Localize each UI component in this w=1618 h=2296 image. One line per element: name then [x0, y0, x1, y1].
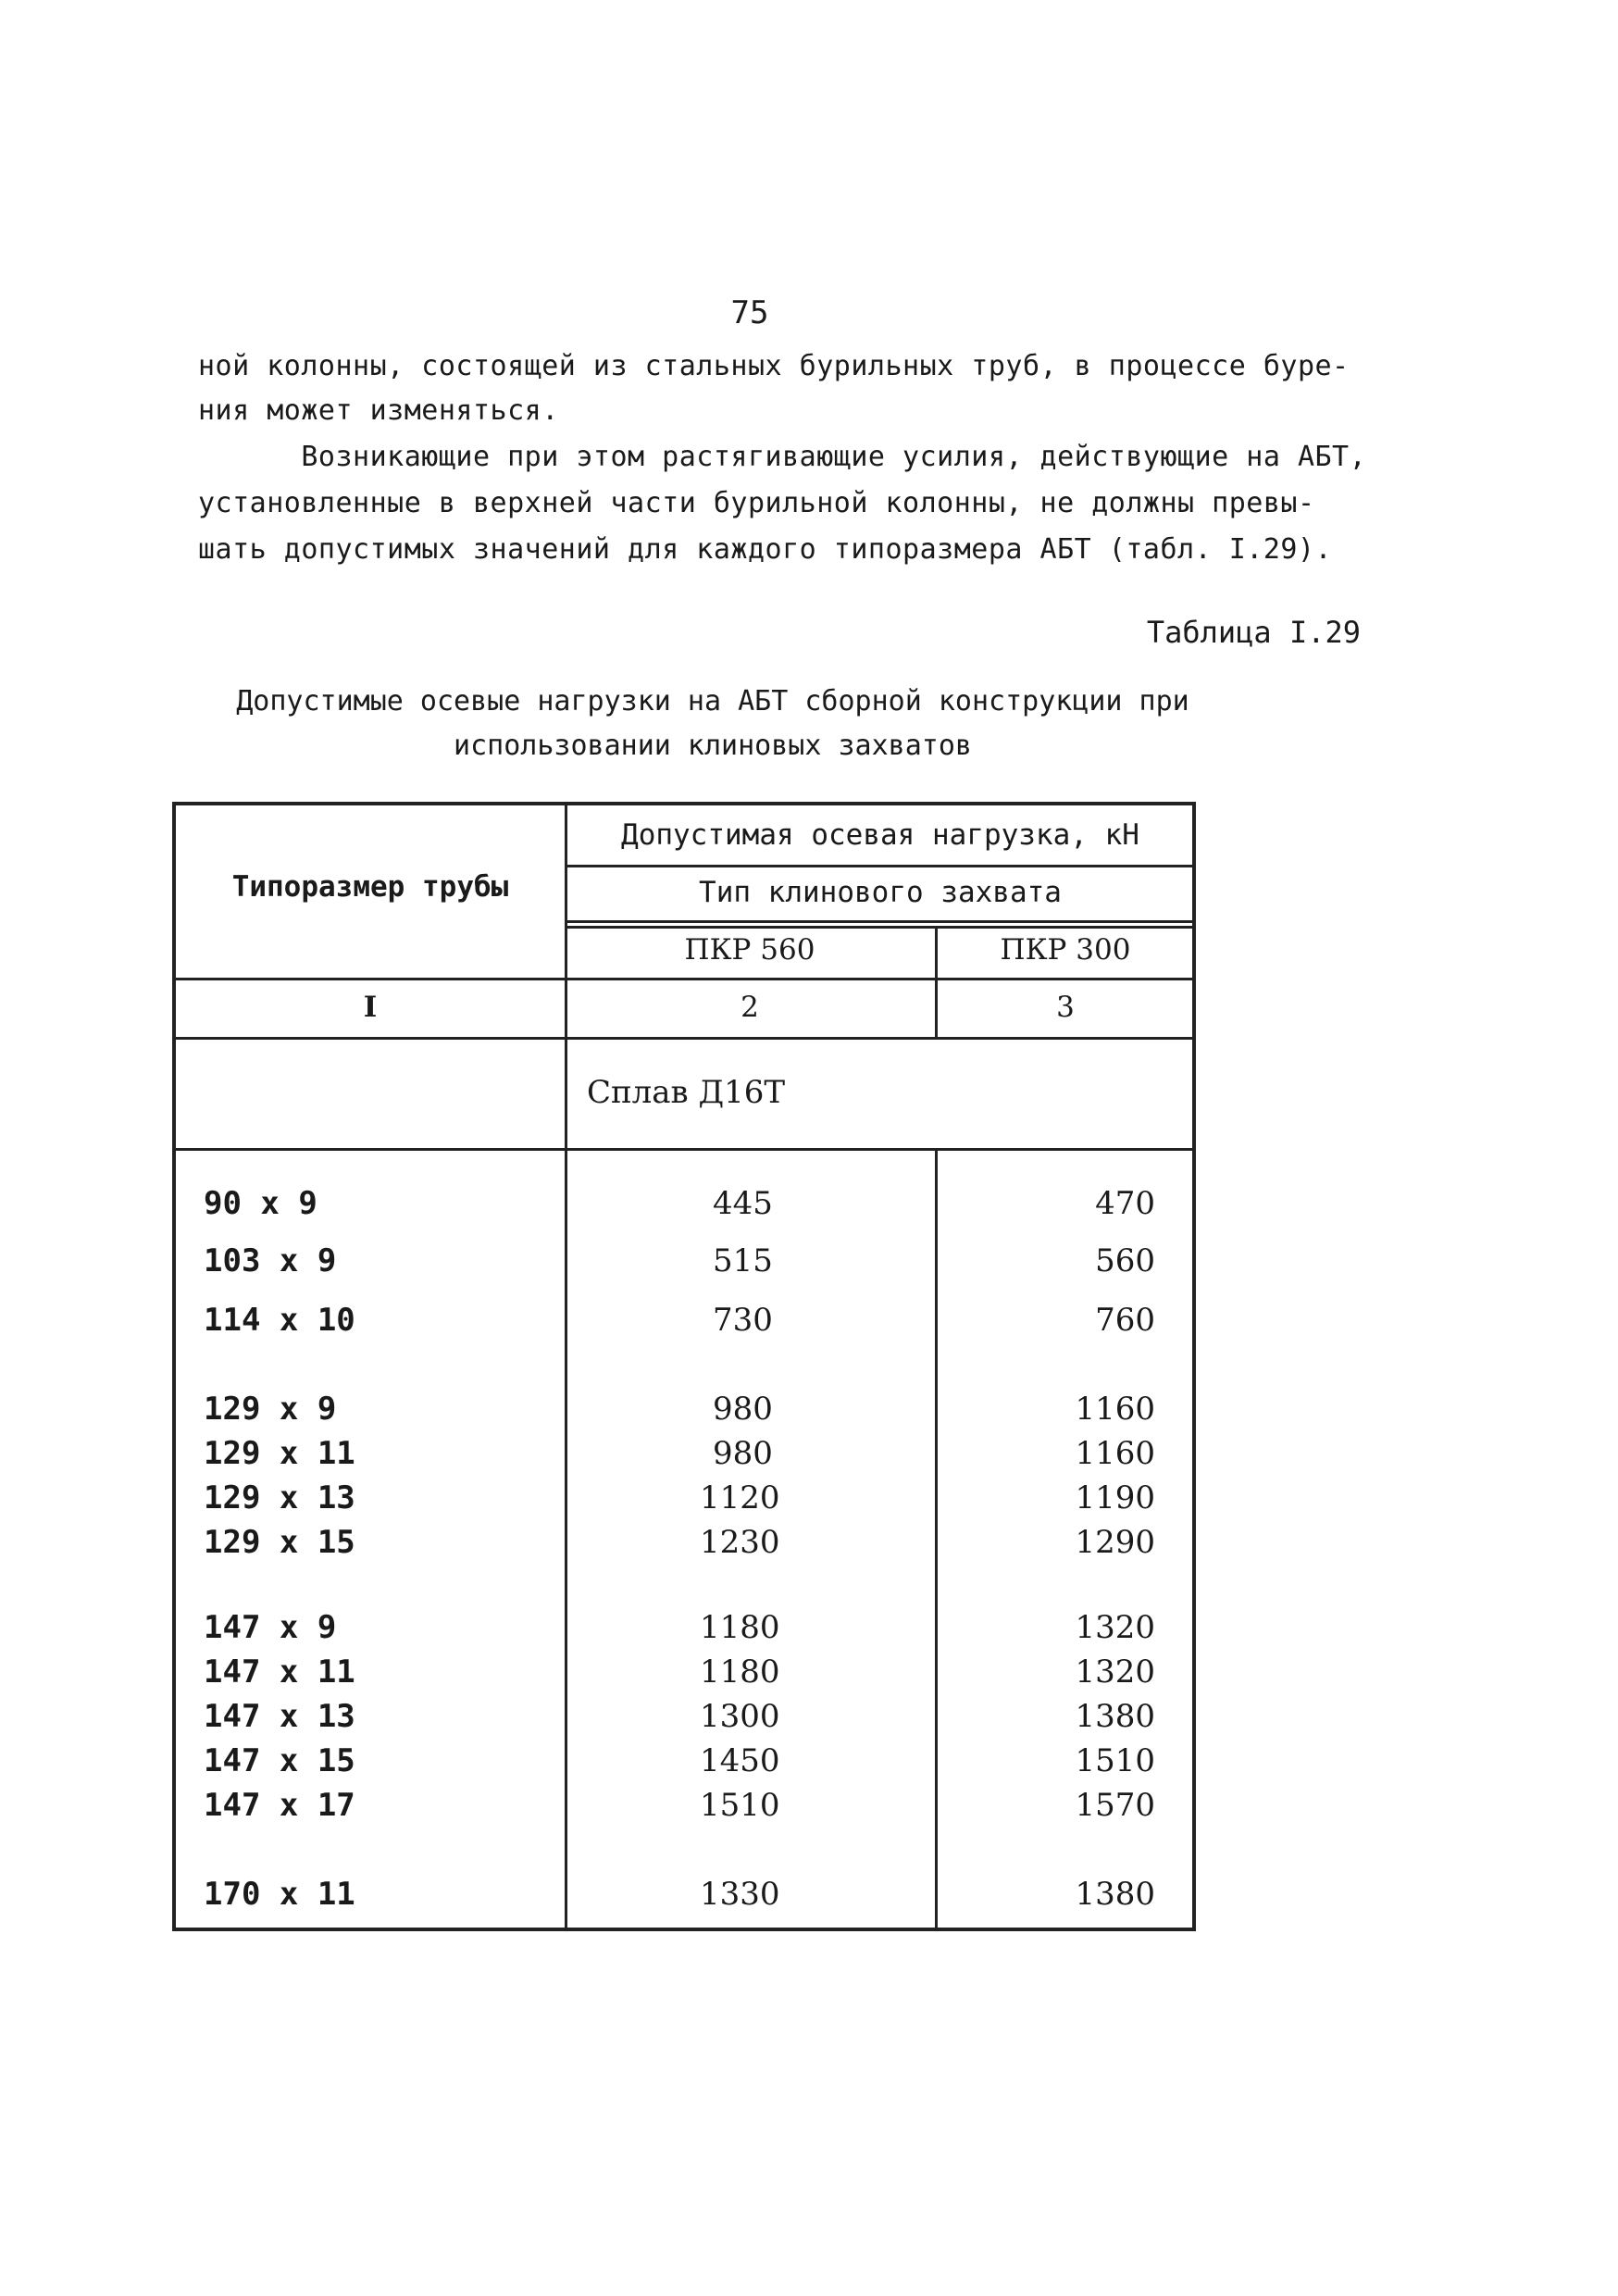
pipe-size: 129 x 11	[204, 1435, 355, 1472]
load-pkr300: 470	[1095, 1185, 1155, 1222]
load-pkr560: 1510	[700, 1787, 780, 1824]
column-divider	[935, 1150, 938, 1928]
row-divider	[565, 865, 1196, 867]
pipe-size: 114 x 10	[204, 1302, 355, 1339]
table-caption-line2: использовании клиновых захватов	[454, 730, 972, 762]
header-pipe-size: Типоразмер трубы	[231, 870, 509, 904]
load-pkr300: 1320	[1075, 1609, 1155, 1646]
load-pkr300: 1380	[1075, 1698, 1155, 1735]
pipe-size: 90 x 9	[204, 1185, 317, 1222]
pipe-size: 147 x 15	[204, 1742, 355, 1779]
column-divider	[565, 805, 567, 1928]
load-pkr560: 980	[713, 1391, 773, 1428]
load-pkr300: 1320	[1075, 1653, 1155, 1691]
text-line: ния может изменяться.	[198, 394, 559, 427]
table-label: Таблица I.29	[1146, 615, 1361, 650]
load-pkr300: 760	[1095, 1302, 1155, 1339]
row-divider	[176, 1037, 1196, 1040]
row-divider	[565, 926, 1196, 929]
load-pkr300: 1380	[1075, 1876, 1155, 1913]
page-number: 75	[730, 294, 769, 331]
load-pkr560: 515	[713, 1242, 773, 1279]
row-divider	[565, 920, 1196, 923]
load-pkr560: 1450	[700, 1742, 780, 1779]
load-pkr560: 1300	[700, 1698, 780, 1735]
load-pkr560: 445	[713, 1185, 773, 1222]
text-line: установленные в верхней части бурильной колонны, не должны превы-	[198, 487, 1315, 519]
load-pkr560: 1180	[700, 1653, 780, 1691]
load-pkr560: 1230	[700, 1524, 780, 1561]
text-line: ной колонны, состоящей из стальных бурильных труб, в процессе буре-	[198, 350, 1350, 382]
column-number: 3	[1056, 991, 1075, 1024]
header-grip-type: Тип клинового захвата	[699, 876, 1062, 909]
pipe-size: 147 x 9	[204, 1609, 337, 1646]
load-pkr300: 1510	[1075, 1742, 1155, 1779]
pipe-size: 129 x 9	[204, 1391, 337, 1428]
load-pkr560: 730	[713, 1302, 773, 1339]
load-pkr560: 1180	[700, 1609, 780, 1646]
load-pkr300: 1160	[1075, 1391, 1155, 1428]
pipe-size: 170 x 11	[204, 1876, 355, 1913]
load-pkr560: 1330	[700, 1876, 780, 1913]
load-pkr300: 1570	[1075, 1787, 1155, 1824]
load-pkr300: 1160	[1075, 1435, 1155, 1472]
header-pkr560: ПКР 560	[684, 933, 815, 967]
load-pkr560: 1120	[700, 1479, 780, 1516]
pipe-size: 129 x 13	[204, 1479, 355, 1516]
load-pkr300: 1290	[1075, 1524, 1155, 1561]
text-line: Возникающие при этом растягивающие усилия, действующие на АБТ,	[198, 441, 1367, 473]
header-pkr300: ПКР 300	[1000, 933, 1131, 967]
row-divider	[176, 1148, 1196, 1151]
table-caption-line1: Допустимые осевые нагрузки на АБТ сборной конструкции при	[236, 685, 1189, 718]
pipe-size: 147 x 17	[204, 1787, 355, 1824]
pipe-size: 147 x 11	[204, 1653, 355, 1691]
header-allowable-load: Допустимая осевая нагрузка, кН	[621, 818, 1139, 852]
row-divider	[176, 978, 1196, 980]
pipe-size: 147 x 13	[204, 1698, 355, 1735]
pipe-size: 129 x 15	[204, 1524, 355, 1561]
pipe-size: 103 x 9	[204, 1242, 337, 1279]
text-line: шать допустимых значений для каждого типоразмера АБТ (табл. I.29).	[198, 533, 1333, 566]
load-pkr300: 1190	[1075, 1479, 1155, 1516]
column-number: I	[363, 991, 378, 1024]
load-table	[172, 802, 1196, 1931]
load-pkr300: 560	[1095, 1242, 1155, 1279]
column-number: 2	[741, 991, 759, 1024]
section-title: Сплав Д16Т	[586, 1074, 786, 1111]
load-pkr560: 980	[713, 1435, 773, 1472]
